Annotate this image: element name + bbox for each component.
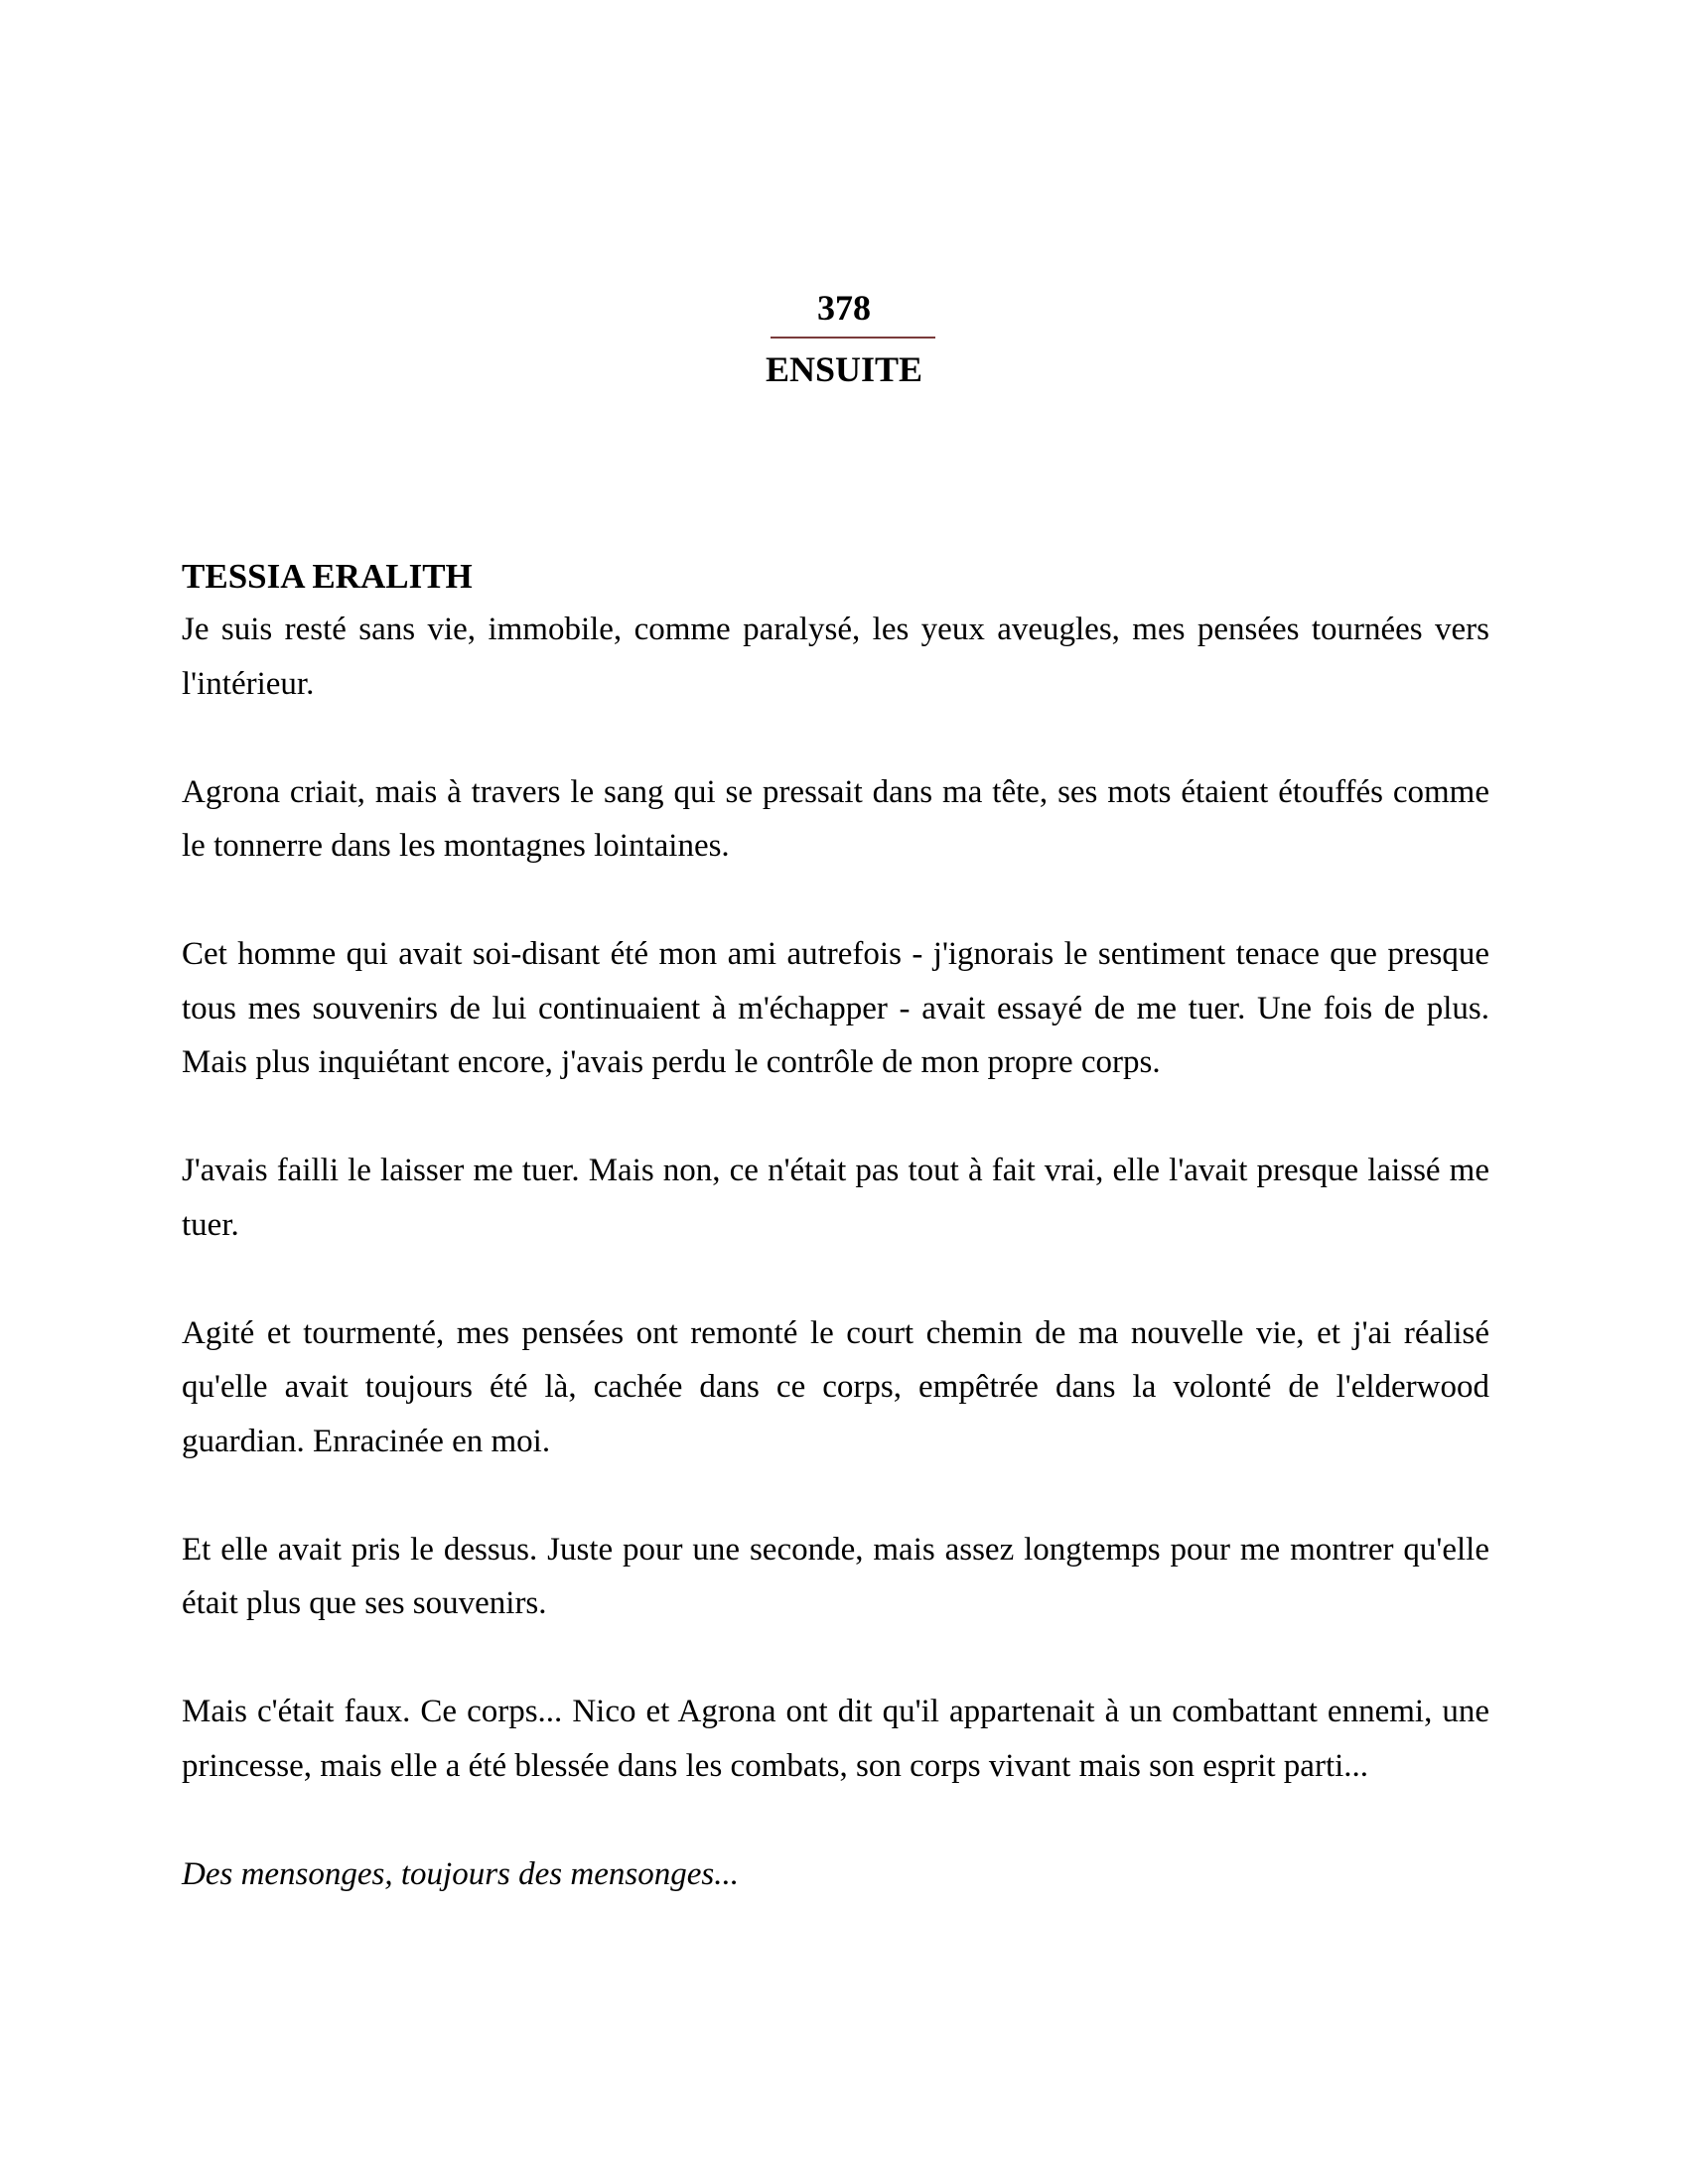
paragraph: Agrona criait, mais à travers le sang qui se pressait dans ma tête, ses mots étaient étouffés comme le tonnerre dans les montagnes lointaines. [182, 773, 1489, 864]
paragraph: Agité et tourmenté, mes pensées ont remonté le court chemin de ma nouvelle vie, et j'ai réalisé qu'elle avait toujours été là, cachée dans ce corps, empêtrée dans la volonté de l'elderwood guardian. Enracinée en moi. [182, 1314, 1489, 1459]
paragraph: Cet homme qui avait soi-disant été mon ami autrefois - j'ignorais le sentiment tenace que presque tous mes souvenirs de lui continuaient à m'échapper - avait essayé de me tuer. Une fois de plus. Mais plus inquiétant encore, j'avais perdu le contrôle de mon propre corps. [182, 936, 1489, 1080]
italic-thought-paragraph: Des mensonges, toujours des mensonges... [182, 1855, 739, 1892]
chapter-body [182, 551, 1489, 1956]
chapter-number: 378 [817, 288, 871, 328]
chapter-divider [771, 337, 935, 339]
pov-character-heading: TESSIA ERALITH [182, 557, 473, 596]
paragraph: Je suis resté sans vie, immobile, comme paralysé, les yeux aveugles, mes pensées tournées vers l'intérieur. [182, 612, 1489, 702]
paragraph: Mais c'était faux. Ce corps... Nico et Agrona ont dit qu'il appartenait à un combattant ennemi, une princesse, mais elle a été blessée dans les combats, son corps vivant mais son esprit parti... [182, 1694, 1489, 1784]
chapter-title: ENSUITE [765, 349, 923, 389]
paragraph: Et elle avait pris le dessus. Juste pour une seconde, mais assez longtemps pour me montrer qu'elle était plus que ses souvenirs. [182, 1531, 1489, 1621]
paragraph: J'avais failli le laisser me tuer. Mais non, ce n'était pas tout à fait vrai, elle l'avait presque laissé me tuer. [182, 1153, 1489, 1243]
